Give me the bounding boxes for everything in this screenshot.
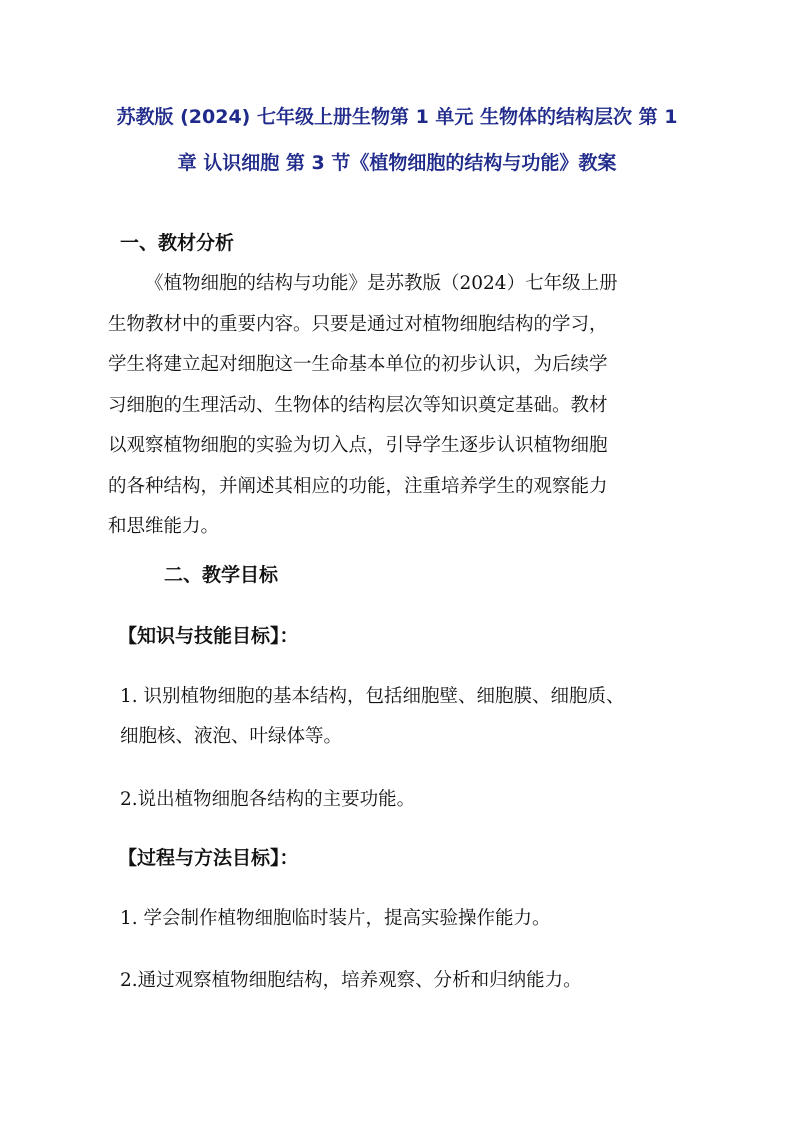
subheading-knowledge-skills: 【知识与技能目标】： [118, 625, 299, 647]
paragraph-line: 的各种结构，并阐述其相应的功能，注重培养学生的观察能力 [108, 475, 608, 497]
paragraph-line: 习细胞的生理活动、生物体的结构层次等知识奠定基础。教材 [108, 394, 608, 416]
goal-line: 2.说出植物细胞各结构的主要功能。 [120, 789, 416, 810]
process-goal-item-2 [120, 961, 582, 1001]
textbook-analysis-paragraph [108, 264, 688, 548]
goal-line: 2.通过观察植物细胞结构，培养观察、分析和归纳能力。 [120, 970, 582, 991]
paragraph-line: 以观察植物细胞的实验为切入点，引导学生逐步认识植物细胞 [108, 435, 608, 456]
paragraph-line: 和思维能力。 [108, 516, 220, 537]
goal-line: 细胞核、液泡、叶绿体等。 [120, 726, 343, 747]
knowledge-goal-item-2 [120, 780, 415, 820]
section-heading-textbook-analysis: 一、教材分析 [120, 232, 235, 254]
process-goal-item-1 [120, 899, 551, 939]
title-line-2: 章 认识细胞 第 3 节《植物细胞的结构与功能》教案 [177, 152, 617, 174]
document-title [112, 94, 682, 186]
goal-line: 1. 学会制作植物细胞临时装片，提高实验操作能力。 [120, 908, 551, 929]
subheading-process-methods: 【过程与方法目标】： [118, 847, 299, 869]
paragraph-line: 《植物细胞的结构与功能》是苏教版（2024）七年级上册 [145, 273, 618, 294]
paragraph-line: 生物教材中的重要内容。只要是通过对植物细胞结构的学习， [108, 313, 608, 335]
paragraph-line: 学生将建立起对细胞这一生命基本单位的初步认识，为后续学 [108, 354, 608, 375]
section-heading-teaching-goals: 二、教学目标 [164, 564, 279, 586]
title-line-1: 苏教版 (2024) 七年级上册生物第 1 单元 生物体的结构层次 第 1 [116, 106, 678, 128]
knowledge-goal-item-1 [120, 677, 625, 757]
goal-line: 1. 识别植物细胞的基本结构，包括细胞壁、细胞膜、细胞质、 [120, 686, 625, 707]
